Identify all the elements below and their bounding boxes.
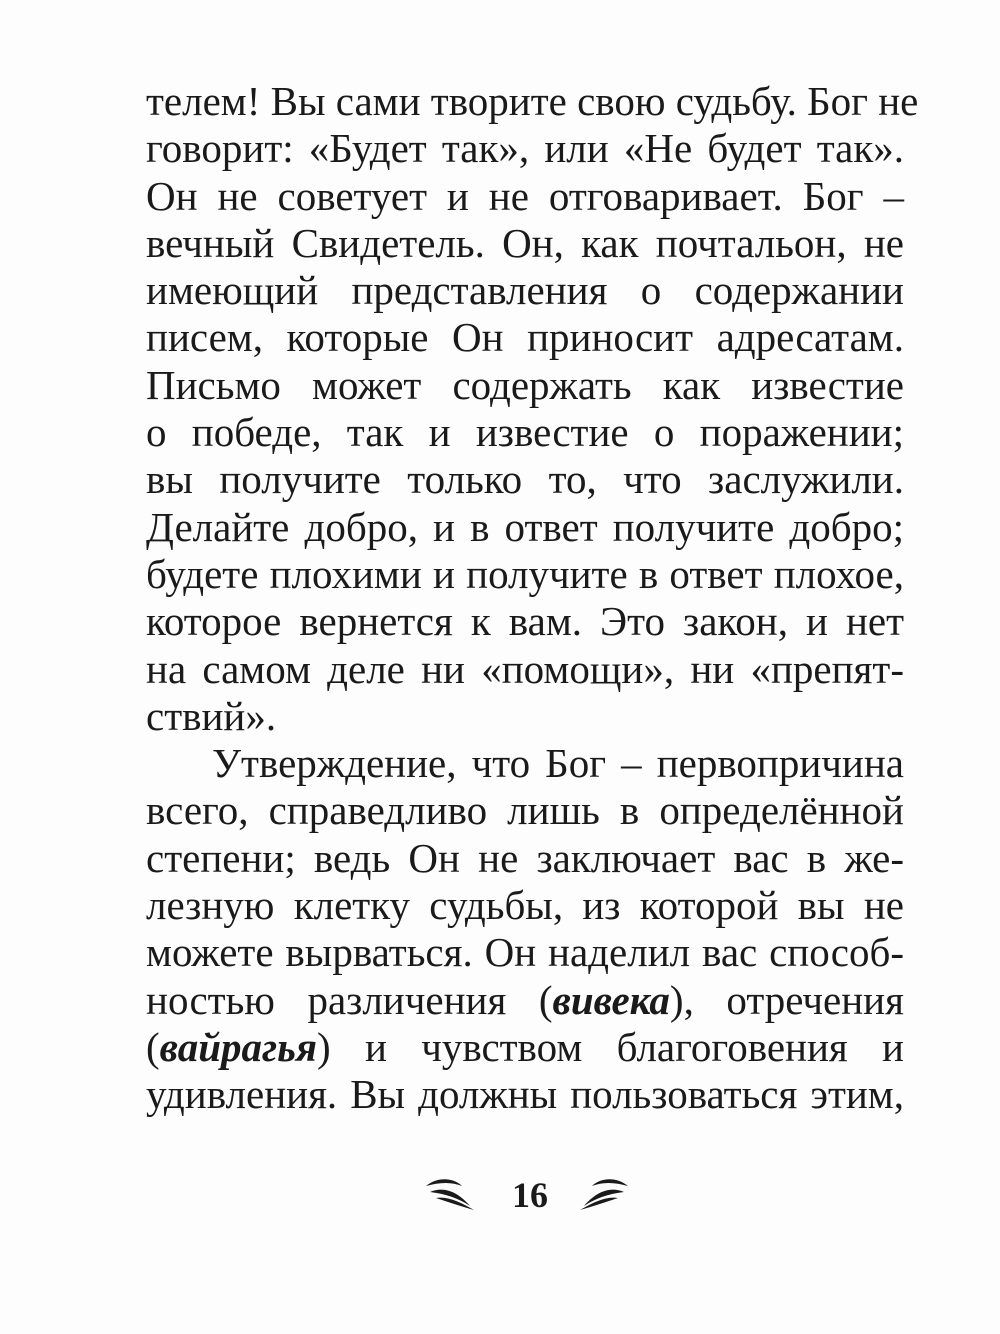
text-line: телем! Вы сами творите свою судьбу. Бог не bbox=[146, 78, 919, 124]
text-line-last: ствий». bbox=[146, 692, 277, 739]
text-line: Делайте добро, и в ответ получите добро; bbox=[146, 503, 904, 550]
text-line: степени; ведь Он не заключает вас в же- bbox=[146, 834, 904, 881]
text-line: говорит: «Будет так», или «Не будет так». bbox=[146, 125, 904, 172]
sanskrit-term: вайрагья bbox=[159, 1023, 317, 1070]
text-line: всего, справедливо лишь в определённой bbox=[146, 787, 904, 834]
leaf-ornament-left-icon bbox=[424, 1172, 476, 1212]
page-number: 16 bbox=[512, 1175, 548, 1215]
text-line: вечный Свидетель. Он, как почтальон, не bbox=[146, 219, 904, 266]
text-line: Он не советует и не отговаривает. Бог – bbox=[146, 172, 904, 219]
text-fragment: ( bbox=[146, 1023, 160, 1070]
text-line: Письмо может содержать как известие bbox=[146, 361, 904, 408]
page-footer bbox=[0, 1168, 1000, 1228]
text-line: удивления. Вы должны пользоваться этим, bbox=[146, 1071, 904, 1118]
text-line: о победе, так и известие о поражении; bbox=[146, 409, 904, 456]
text-line: лезную клетку судьбы, из которой вы не bbox=[146, 882, 904, 929]
text-fragment: ) и чувством благоговения и bbox=[317, 1023, 904, 1070]
text-line: имеющий представления о содержании bbox=[146, 267, 904, 314]
leaf-ornament-right-icon bbox=[578, 1172, 630, 1212]
paragraph-first-line: Утверждение, что Бог – первопричина bbox=[212, 740, 904, 787]
text-line: будете плохими и получите в ответ плохое, bbox=[146, 550, 904, 597]
sanskrit-term: вивека bbox=[552, 976, 670, 1023]
text-fragment: ), отречения bbox=[669, 976, 904, 1023]
body-text bbox=[146, 78, 919, 1119]
text-line: на самом деле ни «помощи», ни «препят- bbox=[146, 645, 904, 692]
text-line-with-term bbox=[146, 977, 904, 1024]
text-line: которое вернется к вам. Это закон, и нет bbox=[146, 598, 904, 645]
text-line: писем, которые Он приносит адресатам. bbox=[146, 314, 904, 361]
text-fragment: ностью различения ( bbox=[146, 976, 553, 1023]
text-line: вы получите только то, что заслужили. bbox=[146, 456, 904, 503]
text-line: можете вырваться. Он наделил вас способ- bbox=[146, 929, 904, 976]
text-line-with-term bbox=[146, 1024, 904, 1071]
